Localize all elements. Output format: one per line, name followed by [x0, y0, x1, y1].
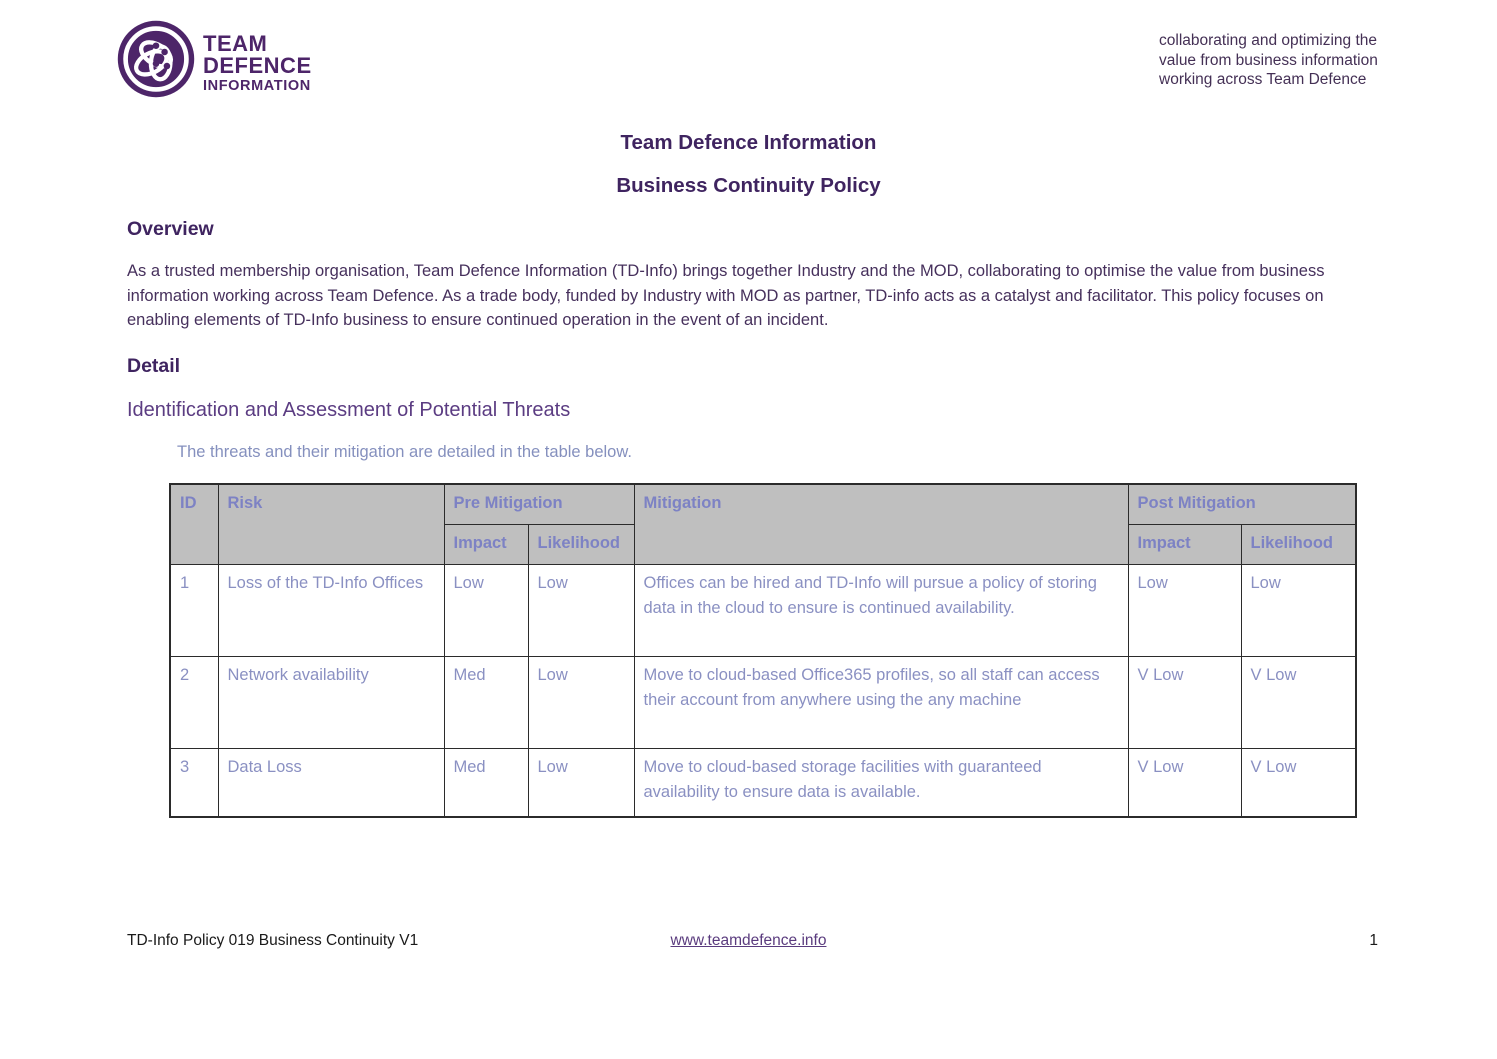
header-pre-mitigation: Pre Mitigation — [444, 484, 634, 525]
cell-post-likelihood: Low — [1241, 565, 1356, 657]
cell-pre-impact: Low — [444, 565, 528, 657]
cell-id: 1 — [170, 565, 218, 657]
header-pre-likelihood: Likelihood — [528, 525, 634, 565]
team-defence-knot-icon — [117, 20, 195, 103]
cell-risk: Network availability — [218, 657, 444, 749]
footer-document-id: TD-Info Policy 019 Business Continuity V1 — [127, 932, 419, 949]
tagline-line-3: working across Team Defence — [1159, 71, 1367, 88]
cell-post-impact: V Low — [1128, 749, 1241, 817]
overview-paragraph: As a trusted membership organisation, Team Defence Information (TD-Info) brings together Industry and the MOD, collaborating to optimise the value from business information working across Team Defence. As a trade body, funded by Industry with MOD as partner, TD-info acts as a catalyst and facilitator. This policy focuses on enabling elements of TD-Info business to ensure continued operation in the event of an incident. — [127, 262, 1325, 329]
table-row — [170, 749, 1356, 817]
header-tagline — [1159, 31, 1378, 90]
footer-page-number: 1 — [1369, 932, 1378, 949]
logo-word-team: TEAM — [203, 31, 268, 56]
header-mitigation: Mitigation — [634, 484, 1128, 565]
header-post-mitigation: Post Mitigation — [1128, 484, 1356, 525]
document-subtitle: Business Continuity Policy — [616, 174, 881, 197]
logo-wordmark — [203, 33, 312, 94]
cell-pre-likelihood: Low — [528, 657, 634, 749]
table-header-row-1 — [170, 484, 1356, 525]
cell-post-impact: Low — [1128, 565, 1241, 657]
cell-risk: Data Loss — [218, 749, 444, 817]
cell-post-likelihood: V Low — [1241, 749, 1356, 817]
tagline-line-2: value from business information — [1159, 51, 1378, 69]
footer-website-link[interactable]: www.teamdefence.info — [670, 932, 827, 949]
overview-heading: Overview — [127, 218, 214, 240]
document-title: Team Defence Information — [620, 131, 877, 154]
cell-id: 2 — [170, 657, 218, 749]
logo-word-defence: DEFENCE — [203, 53, 312, 78]
header-id: ID — [170, 484, 218, 565]
cell-id: 3 — [170, 749, 218, 817]
cell-mitigation: Move to cloud-based Office365 profiles, so all staff can access their account from anywhere using the any machine — [634, 657, 1128, 749]
cell-mitigation: Move to cloud-based storage facilities with guaranteed availability to ensure data is available. — [634, 749, 1128, 817]
cell-risk: Loss of the TD-Info Offices — [218, 565, 444, 657]
cell-pre-likelihood: Low — [528, 565, 634, 657]
table-row — [170, 565, 1356, 657]
company-logo — [117, 20, 312, 103]
cell-pre-impact: Med — [444, 657, 528, 749]
header-post-impact: Impact — [1128, 525, 1241, 565]
footer-link-wrap — [127, 932, 1370, 950]
threats-subheading: Identification and Assessment of Potential Threats — [127, 398, 571, 421]
tagline-line-1: collaborating and optimizing the — [1159, 32, 1377, 49]
logo-word-information: INFORMATION — [203, 78, 311, 94]
table-row — [170, 657, 1356, 749]
table-intro-text: The threats and their mitigation are detailed in the table below. — [177, 442, 632, 461]
cell-post-impact: V Low — [1128, 657, 1241, 749]
detail-heading: Detail — [127, 354, 181, 377]
risk-mitigation-table — [169, 483, 1357, 818]
header-post-likelihood: Likelihood — [1241, 525, 1356, 565]
header-pre-impact: Impact — [444, 525, 528, 565]
cell-pre-likelihood: Low — [528, 749, 634, 817]
cell-pre-impact: Med — [444, 749, 528, 817]
cell-post-likelihood: V Low — [1241, 657, 1356, 749]
cell-mitigation: Offices can be hired and TD-Info will pursue a policy of storing data in the cloud to ensure is continued availability. — [634, 565, 1128, 657]
header-risk: Risk — [218, 484, 444, 565]
document-body — [127, 218, 1370, 818]
